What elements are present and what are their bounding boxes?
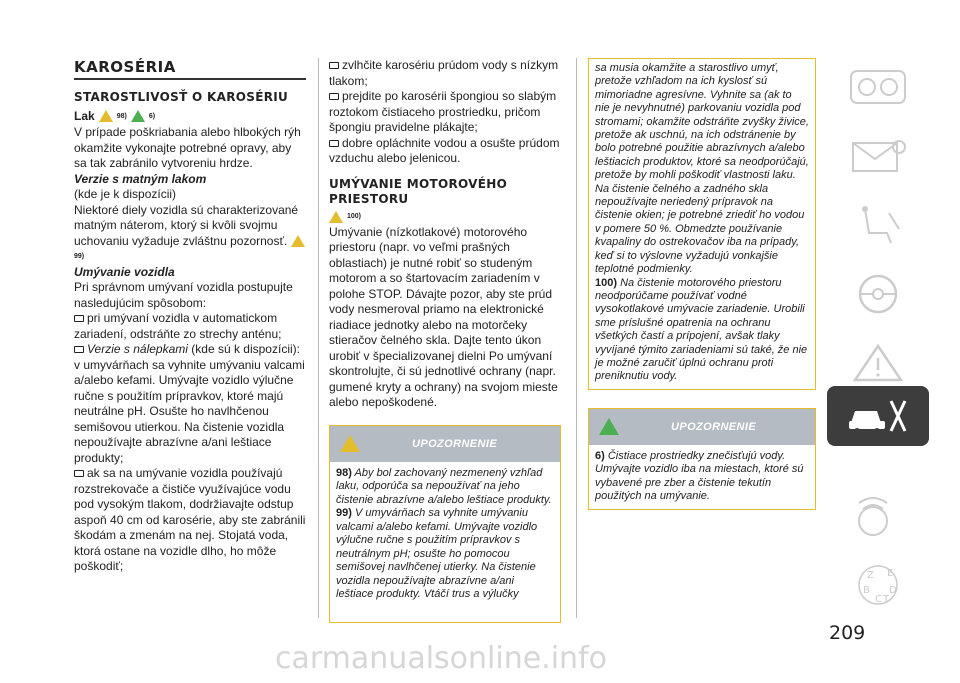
bullet-icon [74,470,84,477]
dashboard-icon [843,65,913,111]
tab-maintenance-active[interactable] [827,386,929,446]
tab-emergency[interactable] [827,333,929,393]
section-heading-body-care: STAROSTLIVOSŤ O KAROSÉRIU [74,90,289,104]
warning-triangle-icon [329,211,343,223]
list-item: prejdite po karosérii špongiou so slabým roztokom čistiaceho prostriedku, pričom špongiu pravidelne plákajte; [329,89,557,134]
svg-text:T: T [883,594,890,605]
warning-triangle-icon [291,235,305,247]
list-item: dobre opláchnite vodou a osušte prúdom vzduchu alebo jelenicou. [329,135,560,165]
svg-text:C: C [875,594,882,605]
warning-item: 6) Čistiace prostriedky znečisťujú vody. Umývajte vozidlo iba na miestach, ktoré sú vybavené pre zber a čistenie tekutín použitých na umývanie. [595,449,804,503]
column-divider [318,58,319,618]
paragraph: V prípade poškriabania alebo hlbokých rýh okamžite vykonajte potrebné opravy, aby sa tak zabránilo vytvoreniu hrdze. [74,125,301,170]
bullet-icon [74,346,84,353]
chapter-title: KAROSÉRIA [74,58,176,76]
section-heading-engine: UMÝVANIE MOTOROVÉHO PRIESTORU [329,176,508,206]
svg-text:B: B [863,585,870,596]
column-divider [576,58,577,618]
car-seat-icon [843,203,913,249]
warning-box-continued [588,58,816,390]
title-underline [74,78,306,80]
warning-box [329,425,561,623]
svg-text:E: E [887,568,894,579]
paint-label: Lak [74,109,95,123]
navigation-icon [843,497,913,543]
list-item: Verzie s nálepkami (kde sú k dispozícii): v umyvárňach sa vyhnite umývaniu valcami a/alebo kefami. Umývajte vozidlo výlučne ručne s použitím prípravkov, ktoré majú neutrálne pH. Osušte ho navlhčenou semišovou utierkou. Na čistenie vozidla nepoužívajte abrazívne a/ani leštiace produkty; [74,342,305,465]
index-letters-icon [843,562,913,608]
eco-ref: 6) [148,112,156,120]
tab-driving[interactable] [827,264,929,324]
bullet-icon [329,62,339,69]
warning-item: 98) Aby bol zachovaný nezmenený vzhľad laku, odporúča sa nepoužívať na jeho čistenie abrazívne a/alebo leštiace produkty. [336,466,552,506]
page-number: 209 [829,622,866,644]
tab-index[interactable] [827,555,929,615]
bullet-icon [329,140,339,147]
warning-item: 99) V umyvárňach sa vyhnite umývaniu valcami a/alebo kefami. Umývajte vozidlo výlučne ručne s použitím prípravkov s neutrálnym pH; osušte ho pomocou semišovej navlhčenej utierky. Na čistenie vozidla nepoužívajte abrazívne a/ani leštiace produkty. Vtáčí trus a výlučky [336,507,538,600]
tab-multimedia[interactable] [827,490,929,550]
list-item: ak sa na umývanie vozidla používajú rozstrekovače a čističe využívajúce vodu pod vysokým tlakom, dodržiavajte odstup aspoň 40 cm od karosérie, aby ste zabránili škodám a zmenám na nej. Stojatá voda, ktorá ostane na vozidle dlho, ho môže poškodiť; [74,466,306,574]
eco-warning-box [588,408,816,510]
list-item: pri umývaní vozidla v automatickom zariadení, odstráňte zo strechy anténu; [74,311,282,341]
envelope-icon [843,135,913,181]
engine-ref: 100) [329,211,561,223]
eco-warning-header: UPOZORNENIE [589,409,815,445]
warning-triangle-icon [843,340,913,386]
eco-tree-icon [599,418,619,435]
subheading-matte: Verzie s matným lakom [74,171,207,186]
bullet-icon [74,315,84,322]
car-tools-icon [843,393,913,439]
watermark: carmanualsonline.info [275,641,607,676]
column-2 [329,58,561,623]
paragraph: Pri správnom umývaní vozidla postupujte nasledujúcim spôsobom: [74,280,293,310]
tab-seats[interactable] [827,196,929,256]
warning-continued: sa musia okamžite a starostlivo umyť, pretože vzhľadom na ich kyslosť sú mimoriadne agresívne. Vyhnite sa (ak to nie je nevyhnutné) parkovaniu vozidla pod stromami; okamžite odstráňte zvyšky živice, pretože ak uschnú, na ich odstránenie by bolo potrebné použitie abrazívnych a/alebo leštiacich produktov, ktoré sa neodporúčajú, pretože by mohli poškodiť vlastnosti laku. Na čistenie čelného a zadného skla nepoužívajte neriedený prípravok na čistenie okien; je potrebné zriediť ho vodou v pomere 50 %. Obmedzte používanie kvapaliny do ostrekovačov iba na prípady, keď si to výslovne vyžadujú vonkajšie teplotné podmienky. [595,62,809,276]
svg-text:D: D [889,585,897,596]
warning-triangle-icon [99,110,113,122]
paragraph: (kde je k dispozícii) [74,187,177,201]
paint-heading [74,109,306,123]
subheading-washing: Umývanie vozidla [74,264,175,279]
tab-messages[interactable] [827,128,929,188]
list-item: zvlhčite karosériu prúdom vody s nízkym tlakom; [329,58,559,88]
steering-wheel-icon [843,271,913,317]
warning-item: 100) Na čistenie motorového priestoru neodporúčame používať vodné vysokotlakové umývacie zariadenie. Urobili sme príslušné opatrenia na ochranu všetkých častí a prípojení, avšak tlaky vyvíjané týmito zariadeniami sú také, že nie je možné zaručiť úplnú ochranu proti preniknutiu vody. [595,276,808,383]
column-1 [74,58,306,575]
svg-text:Z: Z [867,570,874,581]
eco-triangle-icon [131,110,145,122]
tab-dashboard[interactable] [827,58,929,118]
column-3 [588,58,816,510]
bullet-icon [329,93,339,100]
warning-ref: 98) [116,112,127,120]
warning-header: UPOZORNENIE [330,426,560,462]
paragraph: Umývanie (nízkotlakové) motorového priestoru (napr. vo veľmi prašných oblastiach) je nutné robiť so studeným motorom a so štartovacím zariadením v polohe STOP. Dávajte pozor, aby ste prúd vody nesmeroval priamo na elektronické riadiace jednotky alebo na motorčeky stieračov čelného skla. Dajte tento úkon urobiť v špecializovanej dielni Po umývaní skontrolujte, či sú jednotlivé ochrany (napr. gumené kryty a ochrany) na svojom mieste alebo nepoškodené. [329,224,558,409]
paragraph: Niektoré diely vozidla sú charakterizované matným náterom, ktorý si kvôli svojmu uchovaniu vyžaduje zvláštnu pozornosť. 99) [74,203,306,265]
warning-car-icon [340,435,360,452]
